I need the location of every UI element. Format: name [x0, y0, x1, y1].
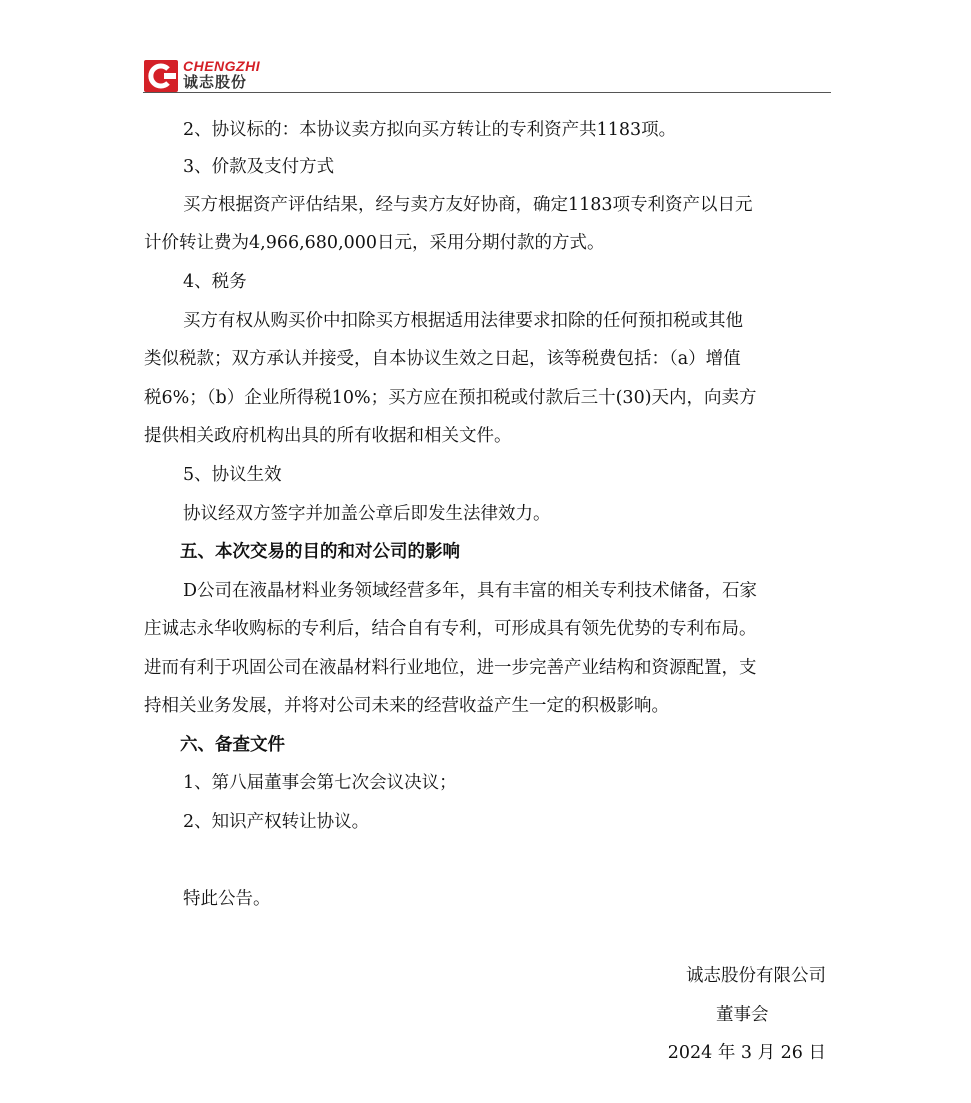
tax-paragraph-line-2: 类似税款；双方承认并接受，自本协议生效之日起，该等税费包括：（a）增值: [144, 349, 741, 369]
section-five-heading: 五、本次交易的目的和对公司的影响: [180, 542, 460, 562]
closing-statement: 特此公告。: [183, 889, 271, 909]
impact-paragraph-line-3: 进而有利于巩固公司在液晶材料行业地位，进一步完善产业结构和资源配置，支: [144, 658, 757, 678]
signature-company: 诚志股份有限公司: [686, 966, 826, 986]
price-paragraph-line-2: 计价转让费为4,966,680,000日元，采用分期付款的方式。: [144, 233, 605, 253]
tax-paragraph-line-1: 买方有权从购买价中扣除买方根据适用法律要求扣除的任何预扣税或其他: [183, 311, 743, 331]
price-paragraph-line-1: 买方根据资产评估结果，经与卖方友好协商，确定1183项专利资产以日元: [183, 195, 753, 215]
tax-paragraph-line-3: 税6%；（b）企业所得税10%；买方应在预扣税或付款后三十(30)天内，向卖方: [144, 388, 757, 408]
tax-paragraph-line-4: 提供相关政府机构出具的所有收据和相关文件。: [144, 426, 512, 446]
logo-chinese-text: 诚志股份: [183, 73, 248, 91]
signature-date: 2024 年 3 月 26 日: [667, 1043, 826, 1063]
chengzhi-logo-icon: [144, 60, 178, 92]
page-header: [143, 56, 831, 94]
reference-document-1: 1、第八届董事会第七次会议决议；: [183, 773, 457, 793]
impact-paragraph-line-2: 庄诚志永华收购标的专利后，结合自有专利，可形成具有领先优势的专利布局。: [144, 619, 757, 639]
company-logo: [143, 58, 273, 92]
reference-document-2: 2、知识产权转让协议。: [183, 812, 370, 832]
section-six-heading: 六、备查文件: [180, 735, 285, 755]
price-payment-heading: 3、价款及支付方式: [183, 157, 335, 177]
signature-board: 董事会: [716, 1005, 769, 1025]
impact-paragraph-line-4: 持相关业务发展，并将对公司未来的经营收益产生一定的积极影响。: [144, 696, 669, 716]
effectiveness-heading: 5、协议生效: [183, 465, 282, 485]
impact-paragraph-line-1: D公司在液晶材料业务领域经营多年，具有丰富的相关专利技术储备，石家: [183, 581, 758, 601]
header-divider: [143, 92, 831, 93]
agreement-subject: 2、协议标的：本协议卖方拟向买方转让的专利资产共1183项。: [183, 120, 677, 140]
logo-english-text: CHENGZHI: [183, 58, 261, 74]
effectiveness-paragraph: 协议经双方签字并加盖公章后即发生法律效力。: [183, 504, 551, 524]
tax-heading: 4、税务: [183, 272, 247, 292]
